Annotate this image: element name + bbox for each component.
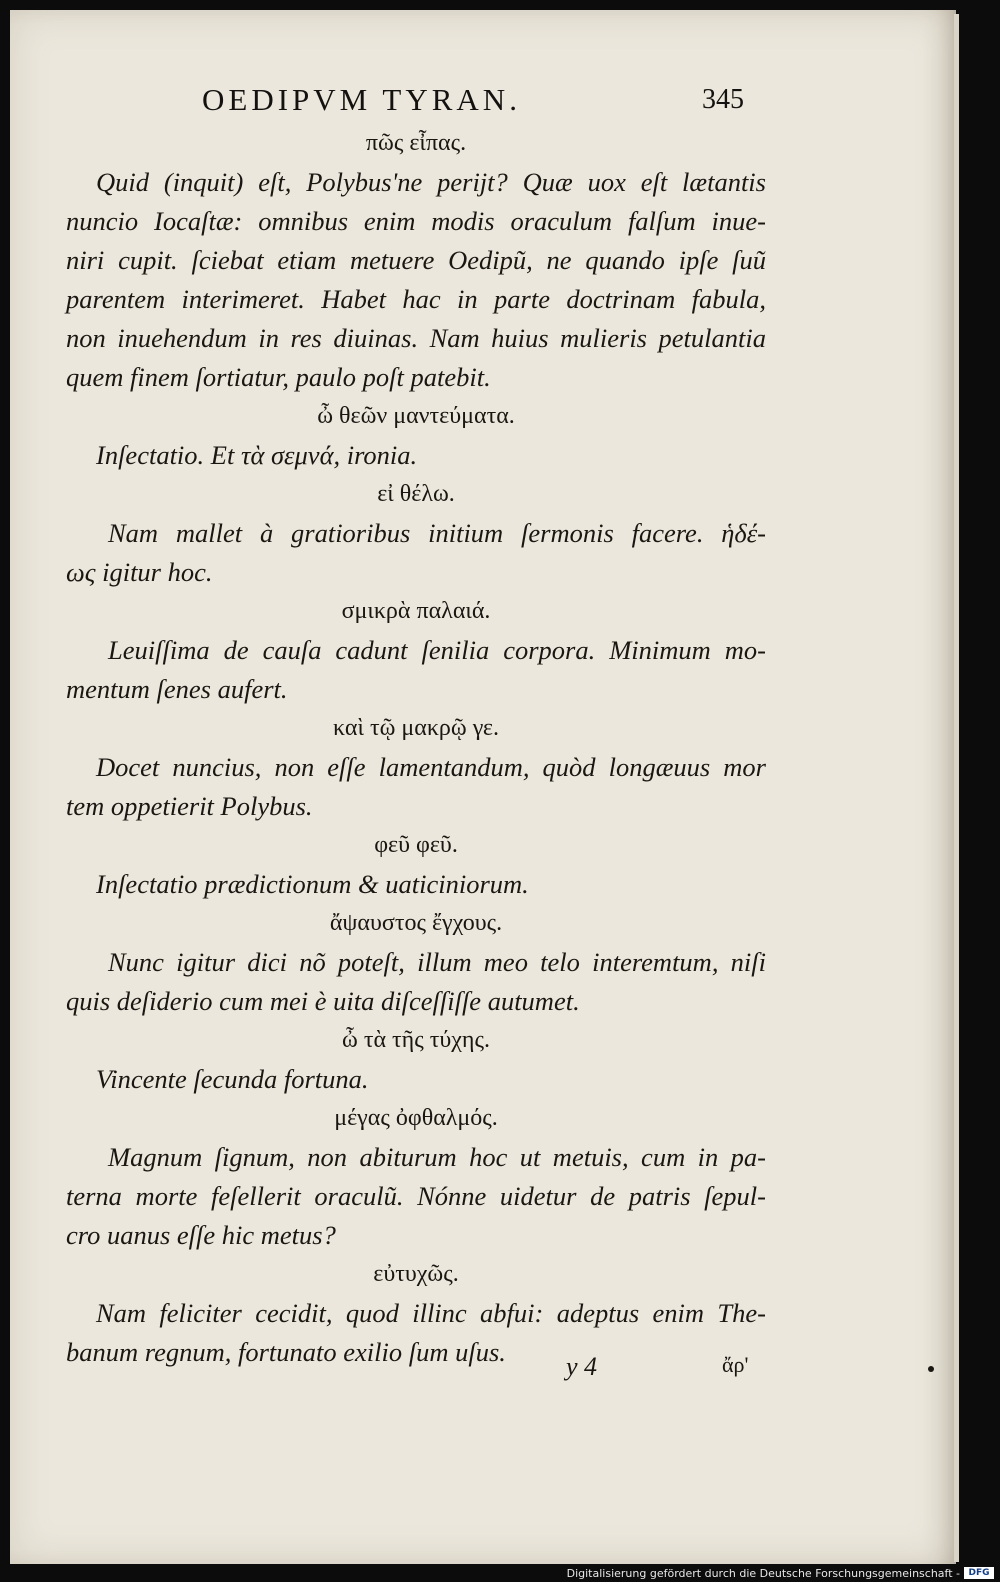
commentary-text: [66, 124, 766, 1372]
text-line: banum regnum, fortunato exilio ſum uſus.: [66, 1337, 506, 1367]
text-line: tem oppetierit Polybus.: [66, 791, 313, 821]
text-line: Magnum ſignum, non abiturum hoc ut metuis, cum in pa-: [108, 1142, 766, 1172]
text-line: Docet nuncius, non eſſe lamentandum, quòd longæuus mor: [96, 752, 766, 782]
text-line: Leuiſſima de cauſa cadunt ſenilia corpora. Minimum mo-: [108, 635, 766, 665]
text-line: Nam feliciter cecidit, quod illinc abfui: adeptus enim The-: [96, 1298, 766, 1328]
text-line: nuncio Iocaſtæ: omnibus enim modis oraculum falſum inue-: [66, 206, 766, 236]
greek-lemma: εἰ θέλω.: [377, 481, 455, 507]
text-line: cro uanus eſſe hic metus?: [66, 1220, 336, 1250]
ink-spot: [928, 1366, 934, 1372]
page-number: 345: [702, 84, 744, 115]
greek-lemma: πῶς εἶπας.: [365, 130, 467, 156]
text-line: terna morte feſellerit oraculũ. Nónne uidetur de patris ſepul-: [66, 1181, 766, 1211]
text-line: quem finem ſortiatur, paulo poſt patebit.: [66, 362, 491, 392]
text-line: parentem interimeret. Habet hac in parte doctrinam fabula,: [66, 284, 766, 314]
running-title: OEDIPVM TYRAN.: [202, 82, 521, 117]
catchword: ἄρ': [722, 1352, 749, 1377]
text-line: Quid (inquit) eſt, Polybus'ne perijt? Quæ uox eſt lætantis: [96, 167, 766, 197]
page-footer: [10, 1352, 954, 1392]
signature-mark: y 4: [566, 1352, 598, 1381]
text-line: quis deſiderio cum mei è uita diſceſſiſſe autumet.: [66, 986, 580, 1016]
greek-lemma: μέγας ὀφθαλμός.: [334, 1105, 498, 1131]
greek-lemma: καὶ τῷ μακρῷ γε.: [333, 715, 499, 741]
text-line: mentum ſenes aufert.: [66, 674, 288, 704]
text-line: non inuehendum in res diuinas. Nam huius mulieris petulantia: [66, 323, 766, 353]
text-line: niri cupit. ſciebat etiam metuere Oedipũ, ne quando ipſe ſuũ: [66, 245, 766, 275]
page-edge: [954, 14, 959, 1562]
text-line: Inſectatio. Et τὰ σεμνά, ironia.: [96, 440, 418, 470]
dfg-logo: DFG: [964, 1567, 994, 1579]
greek-lemma: εὐτυχῶς.: [373, 1261, 459, 1287]
text-line: ως igitur hoc.: [66, 557, 213, 587]
text-line: Nunc igitur dici nõ poteſt, illum meo telo interemtum, niſi: [108, 947, 766, 977]
text-line: Nam mallet à gratioribus initium ſermonis facere. ἡδέ-: [108, 518, 766, 548]
digitization-credit: Digitalisierung gefördert durch die Deutsche Forschungsgemeinschaft -: [566, 1567, 960, 1580]
greek-lemma: ἄψαυστος ἔγχους.: [329, 910, 503, 936]
greek-lemma: ὦ τὰ τῆς τύχης.: [342, 1027, 490, 1053]
book-page: [10, 10, 956, 1564]
running-head: [10, 82, 954, 122]
text-line: Vincente ſecunda fortuna.: [96, 1064, 369, 1094]
text-line: Inſectatio prædictionum & uaticiniorum.: [96, 869, 529, 899]
greek-lemma: φεῦ φεῦ.: [374, 832, 458, 858]
greek-lemma: ὦ θεῶν μαντεύματα.: [317, 403, 515, 429]
greek-lemma: σμικρὰ παλαιά.: [341, 598, 491, 624]
